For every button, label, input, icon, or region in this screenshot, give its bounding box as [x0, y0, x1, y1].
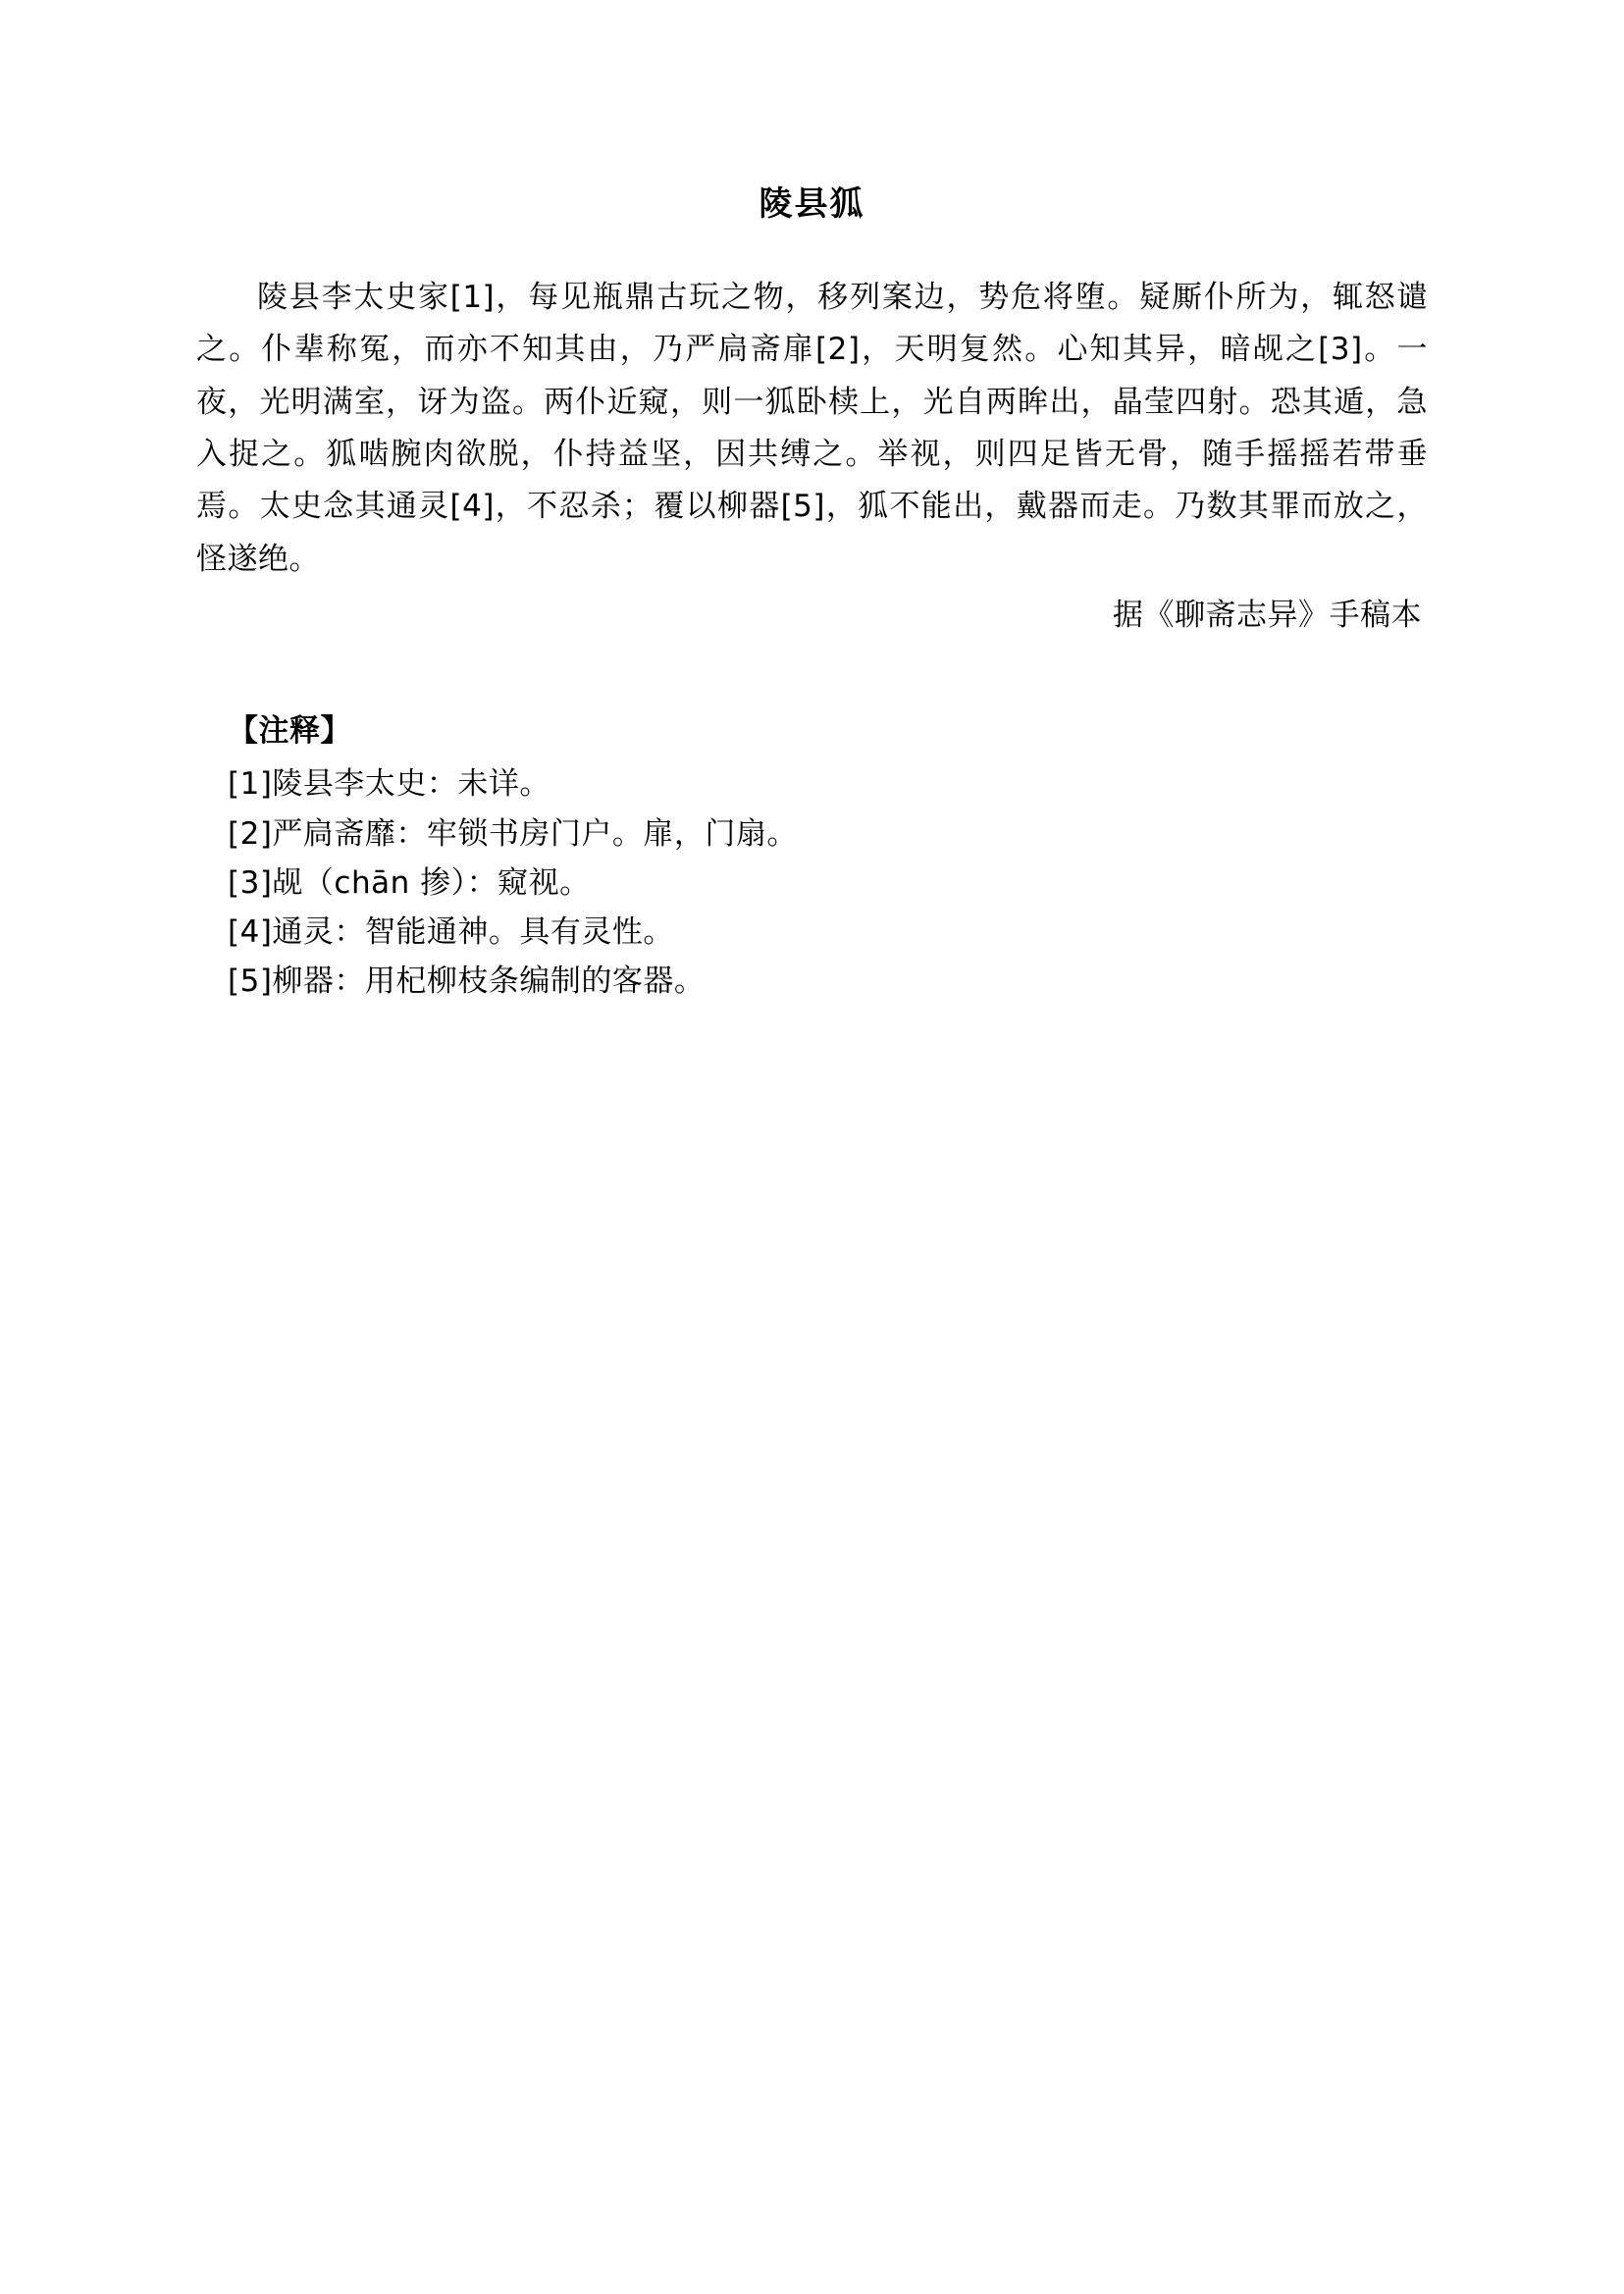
notes-heading: 【注释】 [228, 713, 351, 750]
document-content [196, 177, 1428, 1007]
note-item: [4]通灵：智能通神。具有灵性。 [228, 914, 674, 951]
notes-section [196, 706, 1428, 1006]
page-title: 陵县狐 [759, 184, 865, 224]
note-item: [5]柳器：用杞柳枝条编制的客器。 [228, 964, 706, 1000]
note-item: [3]觇（chān 掺）：窥视。 [228, 864, 591, 901]
note-item: [2]严扃斋靡：牢锁书房门户。扉，门扇。 [228, 815, 798, 852]
main-paragraph: 陵县李太史家[1]，每见瓶鼎古玩之物，移列案边，势危将堕。疑厮仆所为，辄怒谴之。仆辈称冤，而亦不知其由，乃严扃斋扉[2]，天明复然。心知其异，暗觇之[3]。一夜，光明满室，讶为盗。两仆近窥，则一狐卧椟上，光自两眸出，晶莹四射。恐其遁，急入捉之。狐啮腕肉欲脱，仆持益坚，因共缚之。举视，则四足皆无骨，随手摇摇若带垂焉。太史念其通灵[4]，不忍杀；覆以柳器[5]，狐不能出，戴器而走。乃数其罪而放之，怪遂绝。 [196, 280, 1428, 577]
source-attribution: 据《聊斋志异》手稿本 [1113, 597, 1422, 633]
note-item: [1]陵县李太史：未详。 [228, 766, 550, 803]
